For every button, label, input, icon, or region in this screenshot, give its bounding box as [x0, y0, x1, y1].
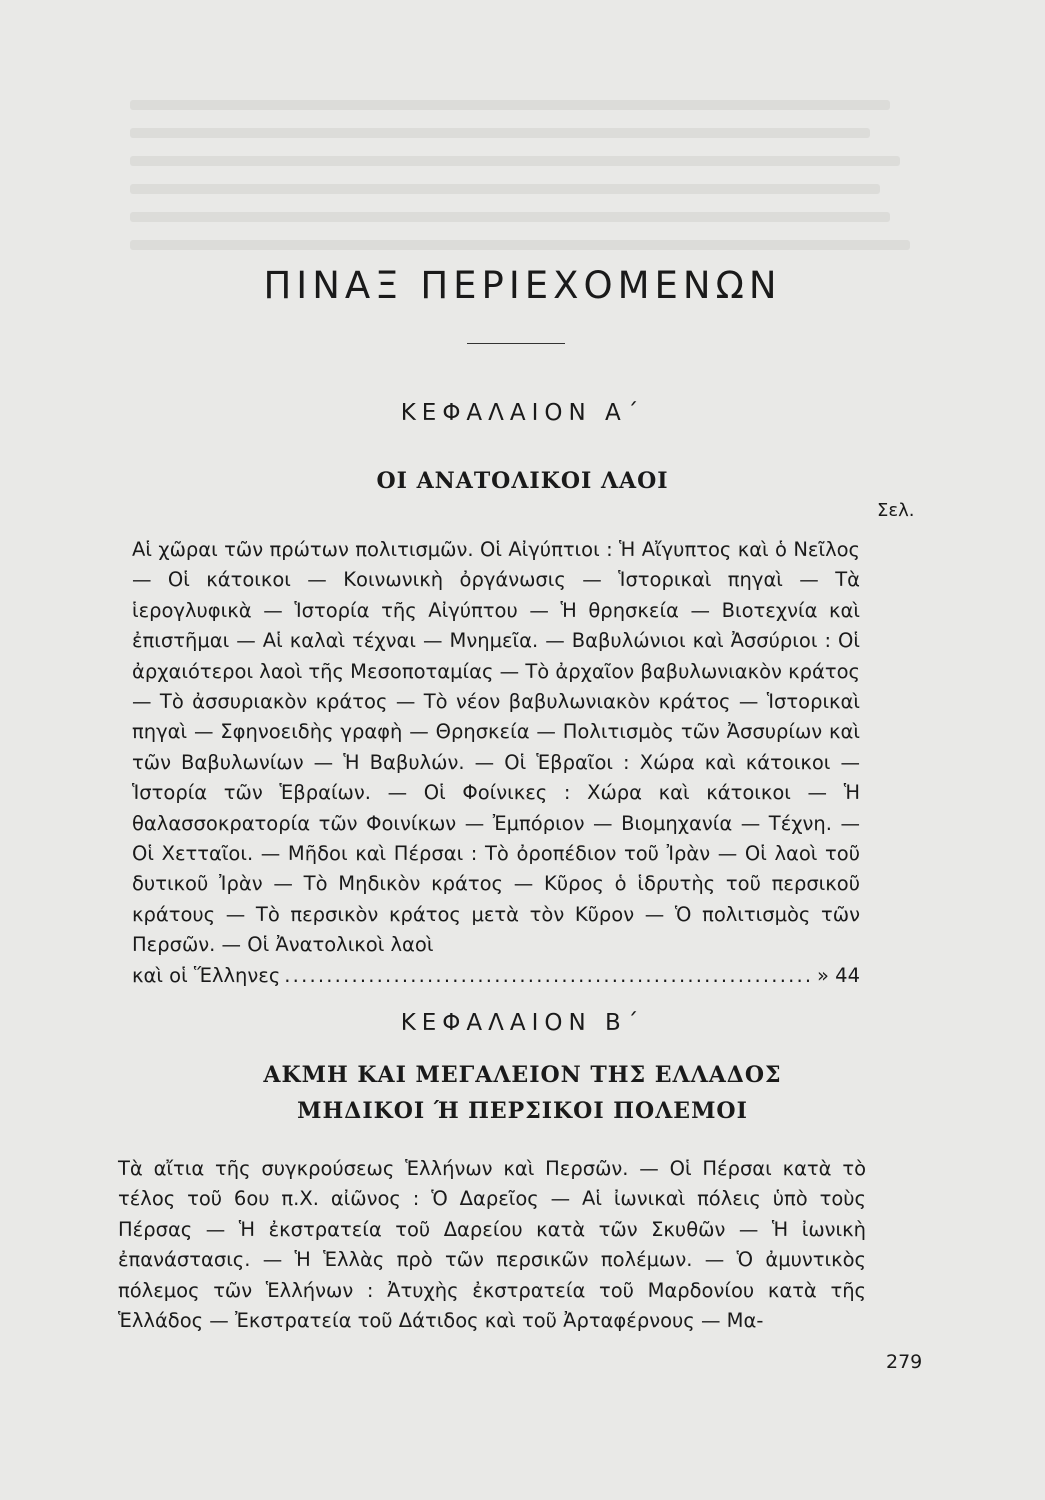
page-column-header: Σελ.: [877, 500, 915, 521]
chapter-1-label: ΚΕΦΑΛΑΙΟΝ Α΄: [400, 400, 645, 426]
bleed-through-mark: [130, 212, 890, 222]
bleed-through-mark: [130, 100, 890, 110]
chapter-1-title: ΟΙ ΑΝΑΤΟΛΙΚΟΙ ΛΑΟΙ: [376, 468, 669, 494]
chapter-1-last-text: καὶ οἱ Ἕλληνες: [132, 963, 281, 987]
chapter-1-contents: [132, 535, 860, 991]
chapter-1-page-ref: » 44: [817, 963, 860, 987]
chapter-1-last-line: [132, 961, 860, 991]
title-divider: [467, 343, 565, 344]
page-title: ΠΙΝΑΞ ΠΕΡΙΕΧΟΜΕΝΩΝ: [263, 264, 782, 307]
page-number: 279: [886, 1351, 923, 1373]
bleed-through-mark: [130, 184, 880, 194]
bleed-through-mark: [130, 128, 870, 138]
chapter-2-title-line-1: ΑΚΜΗ ΚΑΙ ΜΕΓΑΛΕΙΟΝ ΤΗΣ ΕΛΛΑΔΟΣ: [263, 1062, 782, 1088]
chapter-2-contents: Τὰ αἴτια τῆς συγκρούσεως Ἑλλήνων καὶ Περσῶν. — Οἱ Πέρσαι κατὰ τὸ τέλος τοῦ 6ου π.Χ. αἰῶνος : Ὁ Δαρεῖος — Αἱ ἰωνικαὶ πόλεις ὑπὸ τοὺς Πέρσας — Ἡ ἐκστρατεία τοῦ Δαρείου κατὰ τῶν Σκυθῶν — Ἡ ἰωνικὴ ἐπανάστασις. — Ἡ Ἑλλὰς πρὸ τῶν περσικῶν πολέμων. — Ὁ ἀμυντικὸς πόλεμος τῶν Ἑλλήνων : Ἀτυχὴς ἐκστρατεία τοῦ Μαρδονίου κατὰ τῆς Ἑλλάδος — Ἐκστρατεία τοῦ Δάτιδος καὶ τοῦ Ἀρταφέρνους — Μα-: [118, 1157, 866, 1333]
chapter-2-label: ΚΕΦΑΛΑΙΟΝ Β΄: [400, 1010, 645, 1036]
bleed-through-mark: [130, 156, 900, 166]
chapter-1-text: Αἱ χῶραι τῶν πρώτων πολιτισμῶν. Οἱ Αἰγύπτιοι : Ἡ Αἴγυπτος καὶ ὁ Νεῖλος — Οἱ κάτοικοι — Κοινωνικὴ ὀργάνωσις — Ἱστορικαὶ πηγαὶ — Τὰ ἱερογλυφικὰ — Ἱστορία τῆς Αἰγύπτου — Ἡ θρησκεία — Βιοτεχνία καὶ ἐπιστῆμαι — Αἱ καλαὶ τέχναι — Μνημεῖα. — Βαβυλώνιοι καὶ Ἀσσύριοι : Οἱ ἀρχαιότεροι λαοὶ τῆς Μεσοποταμίας — Τὸ ἀρχαῖον βαβυλωνιακὸν κράτος — Τὸ ἀσσυριακὸν κράτος — Τὸ νέον βαβυλωνιακὸν κράτος — Ἱστορικαὶ πηγαὶ — Σφηνοειδὴς γραφὴ — Θρησκεία — Πολιτισμὸς τῶν Ἀσσυρίων καὶ τῶν Βαβυλωνίων — Ἡ Βαβυλών. — Οἱ Ἑβραῖοι : Χώρα καὶ κάτοικοι — Ἱστορία τῶν Ἑβραίων. — Οἱ Φοίνικες : Χώρα καὶ κάτοικοι — Ἡ θαλασσοκρατορία τῶν Φοινίκων — Ἐμπόριον — Βιομηχανία — Τέχνη. — Οἱ Χετταῖοι. — Μῆδοι καὶ Πέρσαι : Τὸ ὀροπέδιον τοῦ Ἰρὰν — Οἱ λαοὶ τοῦ δυτικοῦ Ἰρὰν — Τὸ Μηδικὸν κράτος — Κῦρος ὁ ἱδρυτὴς τοῦ περσικοῦ κράτους — Τὸ περσικὸν κράτος μετὰ τὸν Κῦρον — Ὁ πολιτισμὸς τῶν Περσῶν. — Οἱ Ἀνατολικοὶ λαοὶ: [132, 538, 860, 957]
dot-leader: [284, 961, 813, 991]
chapter-2-title-line-2: ΜΗΔΙΚΟΙ Ή ΠΕΡΣΙΚΟΙ ΠΟΛΕΜΟΙ: [297, 1098, 748, 1124]
bleed-through-mark: [130, 240, 910, 250]
